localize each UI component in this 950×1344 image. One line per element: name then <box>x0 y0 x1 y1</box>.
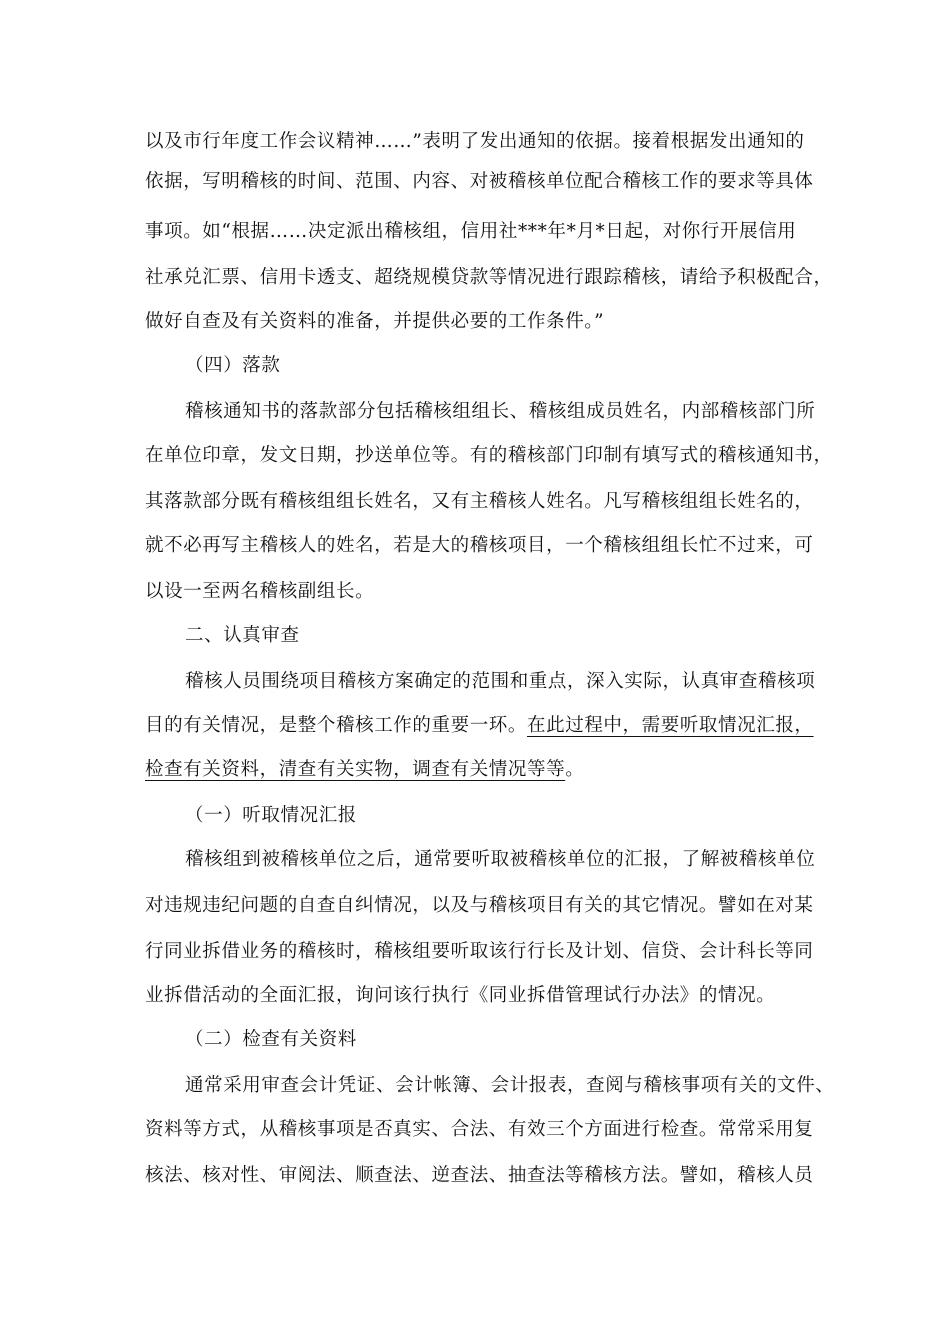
line-text: 社承兑汇票、信用卡透支、超绕规模贷款等情况进行跟踪稽核，请给予积极配合， <box>145 267 833 288</box>
paragraph-line <box>145 572 815 612</box>
paragraph-line <box>185 662 815 702</box>
section-heading <box>185 346 815 386</box>
section-heading <box>185 1020 815 1060</box>
heading-text: （二）检查有关资料 <box>185 1029 357 1050</box>
line-text: 就不必再写主稽核人的姓名，若是大的稽核项目，一个稽核组组长忙不过来，可 <box>145 535 814 556</box>
paragraph-line <box>145 482 815 522</box>
line-text: 稽核人员围绕项目稽核方案确定的范围和重点，深入实际，认真审查稽核项 <box>185 671 816 692</box>
line-text: 在单位印章，发文日期，抄送单位等。有的稽核部门印制有填写式的稽核通知书， <box>145 445 833 466</box>
line-text: 核法、核对性、审阅法、顺查法、逆查法、抽查法等稽核方法。譬如，稽核人员 <box>145 1165 814 1186</box>
paragraph-line <box>145 750 815 790</box>
section-heading <box>185 796 815 836</box>
line-text: 以设一至两名稽核副组长。 <box>145 581 375 602</box>
paragraph-line <box>145 526 815 566</box>
heading-text: 二、认真审查 <box>185 625 300 646</box>
paragraph-line <box>145 436 833 476</box>
line-text: 依据，写明稽核的时间、范围、内容、对被稽核单位配合稽核工作的要求等具体 <box>145 171 814 192</box>
line-text: 通常采用审查会计凭证、会计帐簿、会计报表，查阅与稽核事项有关的文件、 <box>185 1075 835 1096</box>
paragraph-line <box>145 212 815 252</box>
heading-text: （一）听取情况汇报 <box>185 805 357 826</box>
paragraph-line <box>145 706 815 746</box>
line-text: 事项。如“根据……决定派出稽核组，信用社***年*月*日起，对你行开展信用 <box>145 221 797 242</box>
line-text: 以及市行年度工作会议精神……”表明了发出通知的依据。接着根据发出通知的 <box>145 131 805 152</box>
line-text: 目的有关情况，是整个稽核工作的重要一环。 <box>145 715 528 736</box>
line-text: 业拆借活动的全面汇报，询问该行执行《同业拆借管理试行办法》的情况。 <box>145 985 776 1006</box>
paragraph-line <box>145 886 815 926</box>
heading-text: （四）落款 <box>185 355 281 376</box>
line-text: 对违规违纪问题的自查自纠情况，以及与稽核项目有关的其它情况。譬如在对某 <box>145 895 814 916</box>
paragraph-line <box>145 258 833 298</box>
underlined-text: 检查有关资料，清查有关实物，调查有关情况等等 <box>145 759 566 780</box>
paragraph-line <box>145 302 815 342</box>
paragraph-line <box>145 122 815 162</box>
paragraph-line <box>145 162 815 202</box>
line-text: 资料等方式，从稽核事项是否真实、合法、有效三个方面进行检查。常常采用复 <box>145 1119 814 1140</box>
section-heading <box>185 616 815 656</box>
paragraph-line <box>185 840 815 880</box>
line-text: 做好自查及有关资料的准备，并提供必要的工作条件。” <box>145 311 605 332</box>
line-text: 其落款部分既有稽核组组长姓名，又有主稽核人姓名。凡写稽核组组长姓名的， <box>145 491 814 512</box>
paragraph-line <box>145 1110 815 1150</box>
paragraph-line <box>145 1156 815 1196</box>
paragraph-line <box>145 932 815 972</box>
line-text: 。 <box>565 759 585 780</box>
line-text: 稽核组到被稽核单位之后，通常要听取被稽核单位的汇报，了解被稽核单位 <box>185 849 816 870</box>
line-text: 稽核通知书的落款部分包括稽核组组长、稽核组成员姓名，内部稽核部门所 <box>185 401 816 422</box>
underlined-text: 在此过程中，需要听取情况汇报， <box>527 715 814 736</box>
paragraph-line <box>185 392 815 432</box>
paragraph-line <box>145 976 815 1016</box>
line-text: 行同业拆借业务的稽核时，稽核组要听取该行行长及计划、信贷、会计科长等同 <box>145 941 814 962</box>
paragraph-line <box>185 1066 835 1106</box>
